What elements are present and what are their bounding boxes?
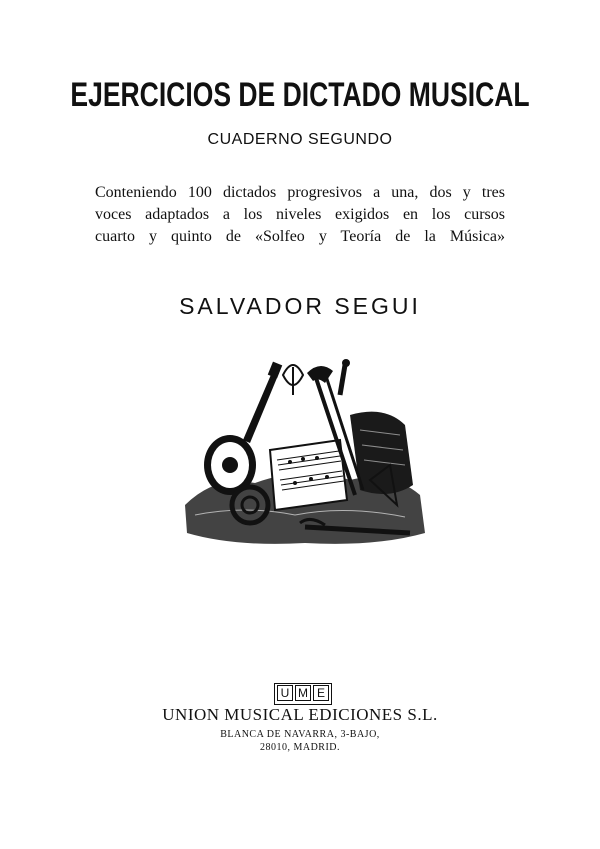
description-line: Conteniendo 100 dictados progresivos a una, dos y tres [95, 184, 505, 201]
page-title: EJERCICIOS DE DICTADO MUSICAL [70, 76, 530, 114]
author-name: SALVADOR SEGUI [179, 293, 421, 319]
page-subtitle: CUADERNO SEGUNDO [207, 131, 393, 148]
description [95, 182, 505, 248]
logo-letter: U [277, 685, 293, 701]
publisher-address-line: 28010, MADRID. [259, 742, 341, 753]
publisher-address-line: BLANCA DE NAVARRA, 3-BAJO, [220, 729, 380, 740]
logo-letter: M [295, 685, 311, 701]
logo-letter: E [313, 685, 329, 701]
publisher-logo [274, 683, 332, 705]
musical-instruments-illustration [175, 355, 435, 555]
publisher-name: UNION MUSICAL EDICIONES S.L. [162, 705, 438, 724]
description-line: voces adaptados a los niveles exigidos en los cursos [95, 206, 505, 223]
description-line: cuarto y quinto de «Solfeo y Teoría de la Música» [95, 228, 505, 245]
